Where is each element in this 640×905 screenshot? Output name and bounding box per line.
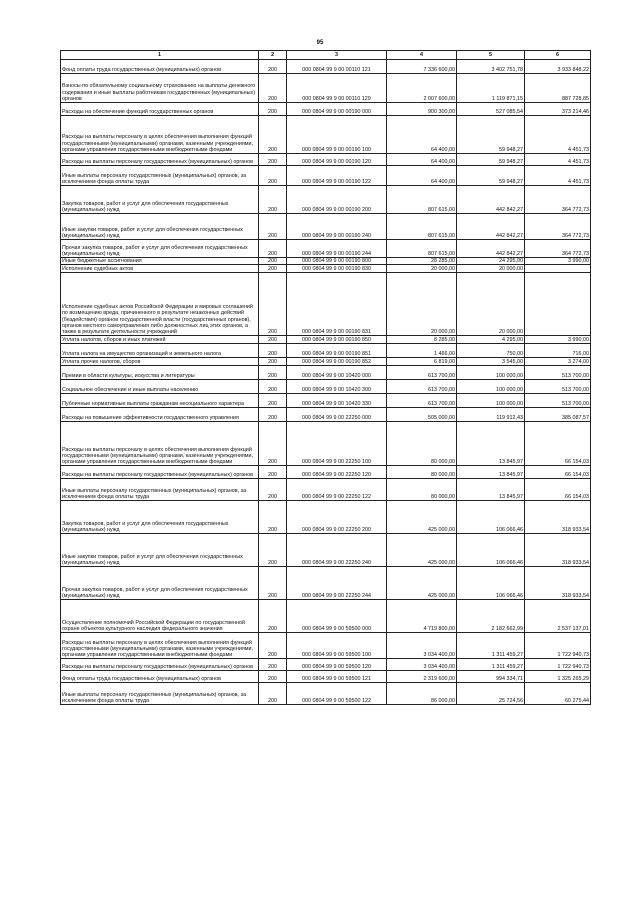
row-executed: 106 066,46 (457, 501, 525, 534)
row-kvr: 200 (259, 408, 287, 422)
row-planned: 28 285,00 (387, 258, 457, 265)
row-executed: 1 119 871,15 (457, 74, 525, 103)
row-name: Иные выплаты персоналу государственных (муниципальных) органов, за исключением фонда оплаты труда (61, 166, 259, 186)
row-remainder: 513 700,00 (525, 394, 591, 408)
row-code: 000 0804 99 9 00 22250 120 (287, 466, 387, 479)
row-kvr: 200 (259, 258, 287, 265)
row-executed: 119 912,43 (457, 408, 525, 422)
row-remainder: 66 154,03 (525, 422, 591, 466)
row-code: 000 0804 99 9 00 10420 330 (287, 394, 387, 408)
row-executed: 100 000,00 (457, 366, 525, 380)
row-executed: 1 311 459,27 (457, 633, 525, 659)
row-name: Иные выплаты персоналу государственных (муниципальных) органов, за исключением фонда оплаты труда (61, 683, 259, 705)
row-executed: 20 000,00 (457, 273, 525, 336)
row-planned: 64 400,00 (387, 166, 457, 186)
column-header-2: 2 (259, 51, 287, 60)
row-kvr: 200 (259, 273, 287, 336)
row-remainder: 318 933,54 (525, 534, 591, 567)
row-remainder: 3 933 848,22 (525, 60, 591, 74)
table-row (61, 273, 591, 336)
row-kvr: 200 (259, 103, 287, 116)
row-remainder: 364 772,73 (525, 214, 591, 240)
table-row (61, 186, 591, 214)
row-kvr: 200 (259, 479, 287, 501)
row-planned: 505 000,00 (387, 408, 457, 422)
row-code: 000 0804 99 9 00 00190 244 (287, 240, 387, 258)
row-planned: 425 000,00 (387, 567, 457, 600)
row-executed: 442 842,27 (457, 186, 525, 214)
row-planned: 7 336 600,00 (387, 60, 457, 74)
row-executed: 527 085,54 (457, 103, 525, 116)
column-header-4: 4 (387, 51, 457, 60)
table-row (61, 214, 591, 240)
row-remainder: 4 451,73 (525, 166, 591, 186)
row-planned: 807 615,00 (387, 240, 457, 258)
row-code: 000 0804 99 9 00 22250 000 (287, 408, 387, 422)
table-row (61, 258, 591, 265)
row-kvr: 200 (259, 336, 287, 344)
row-executed: 24 295,00 (457, 258, 525, 265)
row-planned: 613 700,00 (387, 380, 457, 394)
row-executed: 442 842,27 (457, 214, 525, 240)
row-kvr: 200 (259, 600, 287, 633)
row-kvr: 200 (259, 633, 287, 659)
row-executed: 59 948,27 (457, 116, 525, 154)
row-name: Расходы на выплаты персоналу государственных (муниципальных) органов (61, 466, 259, 479)
row-remainder: 513 700,00 (525, 380, 591, 394)
table-row (61, 422, 591, 466)
row-executed: 13 845,97 (457, 479, 525, 501)
row-name: Уплата налога на имущество организаций и земельного налога (61, 344, 259, 358)
row-kvr: 200 (259, 186, 287, 214)
table-row (61, 103, 591, 116)
row-executed: 13 845,97 (457, 466, 525, 479)
row-planned: 20 000,00 (387, 273, 457, 336)
row-name: Фонд оплаты труда государственных (муниципальных) органов (61, 671, 259, 683)
row-code: 000 0804 99 9 00 22250 240 (287, 534, 387, 567)
row-kvr: 200 (259, 567, 287, 600)
row-remainder: 3 274,00 (525, 358, 591, 366)
table-row (61, 479, 591, 501)
row-executed: 20 000,00 (457, 265, 525, 273)
row-name: Расходы на выплаты персоналу в целях обеспечения выполнения функций государственными (муниципальными) органами, казенными учреждениями, органами управления государственными внебюджетными фондами (61, 422, 259, 466)
row-remainder: 66 154,03 (525, 479, 591, 501)
row-kvr: 200 (259, 60, 287, 74)
row-kvr: 200 (259, 466, 287, 479)
row-code: 000 0804 99 9 00 00190 851 (287, 344, 387, 358)
row-planned: 425 000,00 (387, 534, 457, 567)
row-executed: 4 295,00 (457, 336, 525, 344)
table-row (61, 166, 591, 186)
row-code: 000 0804 99 9 00 00190 120 (287, 154, 387, 166)
row-remainder: 3 990,00 (525, 258, 591, 265)
row-name: Расходы на повышение эффективности государственного управления (61, 408, 259, 422)
row-kvr: 200 (259, 214, 287, 240)
table-row (61, 336, 591, 344)
row-code: 000 0804 99 9 00 59500 120 (287, 659, 387, 671)
row-planned: 8 285,00 (387, 336, 457, 344)
row-kvr: 200 (259, 671, 287, 683)
row-name: Расходы на выплаты персоналу в целях обеспечения выполнения функций государственными (муниципальными) органами, казенными учреждениями, органами управления государственными внебюджетными фондами (61, 116, 259, 154)
row-planned: 807 615,00 (387, 214, 457, 240)
row-name: Уплата прочих налогов, сборов (61, 358, 259, 366)
row-remainder (525, 265, 591, 273)
page-number: 95 (316, 40, 324, 46)
row-name: Исполнение судебных актов (61, 265, 259, 273)
row-executed: 106 066,46 (457, 534, 525, 567)
table-header (61, 51, 591, 60)
row-name: Взносы по обязательному социальному страхованию на выплаты денежного содержания и иные выплаты работникам государственных (муниципальных) органов (61, 74, 259, 103)
row-code: 000 0804 99 9 00 00110 129 (287, 74, 387, 103)
row-planned: 807 615,00 (387, 186, 457, 214)
table-row (61, 633, 591, 659)
table-row (61, 154, 591, 166)
row-code: 000 0804 99 9 00 00190 100 (287, 116, 387, 154)
row-code: 000 0804 99 9 00 00190 800 (287, 258, 387, 265)
table-row (61, 659, 591, 671)
row-remainder (525, 273, 591, 336)
row-kvr: 200 (259, 240, 287, 258)
row-planned: 425 000,00 (387, 501, 457, 534)
row-name: Прочая закупка товаров, работ и услуг для обеспечения государственных (муниципальных) нужд (61, 567, 259, 600)
row-name: Социальное обеспечение и иные выплаты населению (61, 380, 259, 394)
budget-execution-table (60, 50, 591, 705)
table-row (61, 534, 591, 567)
row-remainder: 318 933,54 (525, 501, 591, 534)
row-executed: 1 311 459,27 (457, 659, 525, 671)
table-row (61, 567, 591, 600)
row-planned: 2 319 600,00 (387, 671, 457, 683)
row-executed: 3 402 751,78 (457, 60, 525, 74)
row-code: 000 0804 99 9 00 00190 200 (287, 186, 387, 214)
row-name: Расходы на выплаты персоналу государственных (муниципальных) органов (61, 659, 259, 671)
row-remainder: 513 700,00 (525, 366, 591, 380)
row-code: 000 0804 99 9 00 00190 831 (287, 273, 387, 336)
row-planned: 80 000,00 (387, 422, 457, 466)
table-row (61, 60, 591, 74)
row-planned: 613 700,00 (387, 394, 457, 408)
row-remainder: 1 325 265,29 (525, 671, 591, 683)
row-code: 000 0804 99 9 00 00190 000 (287, 103, 387, 116)
row-kvr: 200 (259, 358, 287, 366)
row-planned: 20 000,00 (387, 265, 457, 273)
row-executed: 59 948,27 (457, 166, 525, 186)
row-executed: 13 845,97 (457, 422, 525, 466)
column-header-3: 3 (287, 51, 387, 60)
table-row (61, 501, 591, 534)
row-code: 000 0804 99 9 00 22250 200 (287, 501, 387, 534)
row-kvr: 200 (259, 683, 287, 705)
row-executed: 3 545,00 (457, 358, 525, 366)
row-remainder: 60 275,44 (525, 683, 591, 705)
row-executed: 100 000,00 (457, 394, 525, 408)
row-kvr: 200 (259, 366, 287, 380)
row-name: Иные выплаты персоналу государственных (муниципальных) органов, за исключением фонда оплаты труда (61, 479, 259, 501)
table-row (61, 466, 591, 479)
row-planned: 64 400,00 (387, 154, 457, 166)
row-kvr: 200 (259, 422, 287, 466)
row-name: Иные закупки товаров, работ и услуг для обеспечения государственных (муниципальных) нужд (61, 214, 259, 240)
row-remainder: 716,00 (525, 344, 591, 358)
row-remainder: 1 722 940,73 (525, 633, 591, 659)
row-remainder: 3 990,00 (525, 336, 591, 344)
row-planned: 80 000,00 (387, 466, 457, 479)
row-executed: 750,00 (457, 344, 525, 358)
row-name: Осуществление полномочий Российской Федерации по государственной охране объектов культурного наследия федерального значения (61, 600, 259, 633)
row-name: Прочая закупка товаров, работ и услуг для обеспечения государственных (муниципальных) нужд (61, 240, 259, 258)
table-row (61, 600, 591, 633)
row-planned: 86 000,00 (387, 683, 457, 705)
row-code: 000 0804 99 9 00 00190 240 (287, 214, 387, 240)
row-code: 000 0804 99 9 00 59500 122 (287, 683, 387, 705)
table-row (61, 408, 591, 422)
row-name: Иные бюджетные ассигнования (61, 258, 259, 265)
row-code: 000 0804 99 9 00 22250 244 (287, 567, 387, 600)
row-executed: 2 182 662,99 (457, 600, 525, 633)
row-name: Расходы на выплаты персоналу в целях обеспечения выполнения функций государственными (муниципальными) органами, казенными учреждениями, органами управления государственными внебюджетными фондами (61, 633, 259, 659)
table-row (61, 683, 591, 705)
row-executed: 442 842,27 (457, 240, 525, 258)
row-remainder: 1 722 940,73 (525, 659, 591, 671)
row-kvr: 200 (259, 534, 287, 567)
table-row (61, 394, 591, 408)
row-remainder: 2 537 137,01 (525, 600, 591, 633)
row-remainder: 4 451,73 (525, 116, 591, 154)
row-planned: 6 819,00 (387, 358, 457, 366)
row-remainder: 66 154,03 (525, 466, 591, 479)
table-body (61, 60, 591, 705)
row-remainder: 4 451,73 (525, 154, 591, 166)
row-code: 000 0804 99 9 00 00190 852 (287, 358, 387, 366)
row-planned: 900 300,00 (387, 103, 457, 116)
row-planned: 2 007 600,00 (387, 74, 457, 103)
row-kvr: 200 (259, 659, 287, 671)
row-name: Расходы на обеспечение функций государственных органов (61, 103, 259, 116)
row-name: Фонд оплаты труда государственных (муниципальных) органов (61, 60, 259, 74)
row-code: 000 0804 99 9 00 10420 000 (287, 366, 387, 380)
row-kvr: 200 (259, 116, 287, 154)
row-name: Закупка товаров, работ и услуг для обеспечения государственных (муниципальных) нужд (61, 501, 259, 534)
row-name: Закупка товаров, работ и услуг для обеспечения государственных (муниципальных) нужд (61, 186, 259, 214)
row-name: Исполнение судебных актов Российской Федерации и мировых соглашений по возмещению вреда, причиненного в результате незаконных действий (бездействия) органов государственной власти (государственных органов), органов местного самоуправления либо должностных лиц этих органов, а также в результате деятельности учреждений (61, 273, 259, 336)
row-code: 000 0804 99 9 00 22250 100 (287, 422, 387, 466)
row-kvr: 200 (259, 394, 287, 408)
row-executed: 106 066,46 (457, 567, 525, 600)
column-header-5: 5 (457, 51, 525, 60)
row-code: 000 0804 99 9 00 00110 121 (287, 60, 387, 74)
row-planned: 80 000,00 (387, 479, 457, 501)
row-planned: 1 466,00 (387, 344, 457, 358)
row-remainder: 385 087,57 (525, 408, 591, 422)
table-row (61, 74, 591, 103)
row-code: 000 0804 99 9 00 59500 100 (287, 633, 387, 659)
row-code: 000 0804 99 9 00 00190 830 (287, 265, 387, 273)
row-name: Иные закупки товаров, работ и услуг для обеспечения государственных (муниципальных) нужд (61, 534, 259, 567)
row-code: 000 0804 99 9 00 00190 122 (287, 166, 387, 186)
table-row (61, 265, 591, 273)
row-name: Премии в области культуры, искусства и литературы (61, 366, 259, 380)
row-executed: 25 724,56 (457, 683, 525, 705)
row-kvr: 200 (259, 166, 287, 186)
row-planned: 4 719 800,00 (387, 600, 457, 633)
row-executed: 994 334,71 (457, 671, 525, 683)
row-code: 000 0804 99 9 00 00190 850 (287, 336, 387, 344)
row-planned: 3 034 400,00 (387, 633, 457, 659)
row-executed: 100 000,00 (457, 380, 525, 394)
row-remainder: 364 772,73 (525, 240, 591, 258)
column-number-row (61, 51, 591, 60)
row-kvr: 200 (259, 154, 287, 166)
row-executed: 59 948,27 (457, 154, 525, 166)
table-row (61, 240, 591, 258)
row-code: 000 0804 99 9 00 59500 121 (287, 671, 387, 683)
row-remainder: 318 933,54 (525, 567, 591, 600)
row-remainder: 364 772,73 (525, 186, 591, 214)
column-header-6: 6 (525, 51, 591, 60)
row-name: Расходы на выплаты персоналу государственных (муниципальных) органов (61, 154, 259, 166)
row-name: Уплата налогов, сборов и иных платежей (61, 336, 259, 344)
row-code: 000 0804 99 9 00 10420 300 (287, 380, 387, 394)
table-row (61, 380, 591, 394)
table-row (61, 671, 591, 683)
row-kvr: 200 (259, 501, 287, 534)
row-remainder: 373 214,46 (525, 103, 591, 116)
row-kvr: 200 (259, 344, 287, 358)
row-planned: 3 034 400,00 (387, 659, 457, 671)
table-row (61, 366, 591, 380)
row-remainder: 887 728,85 (525, 74, 591, 103)
column-header-1: 1 (61, 51, 259, 60)
row-planned: 613 700,00 (387, 366, 457, 380)
table-row (61, 344, 591, 358)
table-row (61, 116, 591, 154)
row-kvr: 200 (259, 265, 287, 273)
row-planned: 64 400,00 (387, 116, 457, 154)
row-code: 000 0804 99 9 00 59500 000 (287, 600, 387, 633)
row-code: 000 0804 99 9 00 22250 122 (287, 479, 387, 501)
row-kvr: 200 (259, 74, 287, 103)
row-kvr: 200 (259, 380, 287, 394)
table-row (61, 358, 591, 366)
row-name: Публичные нормативные выплаты гражданам несоциального характера (61, 394, 259, 408)
